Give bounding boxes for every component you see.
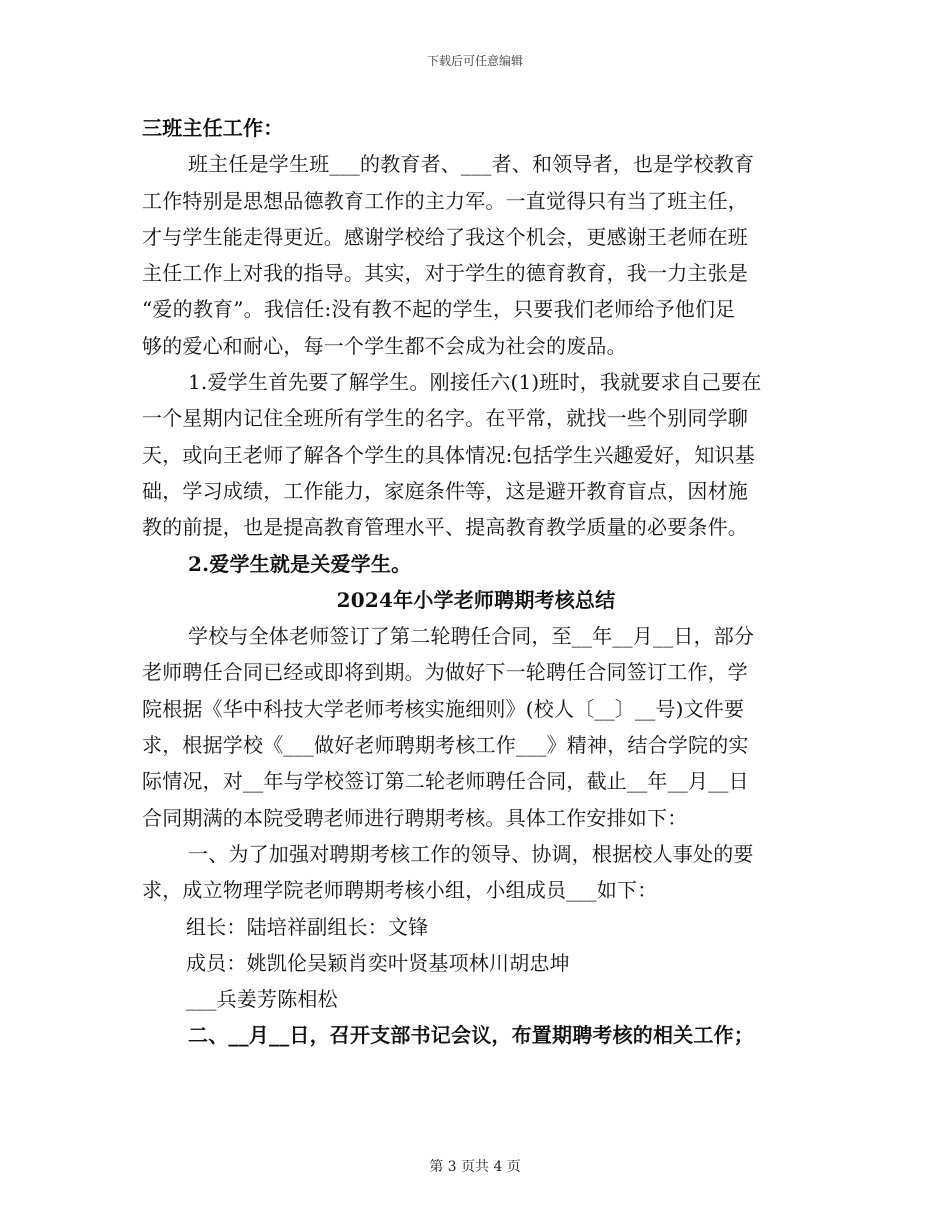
paragraph-line: 合同期满的本院受聘老师进行聘期考核。具体工作安排如下： (142, 805, 688, 830)
section-heading: 二、__月__日，召开支部书记会议，布置期聘考核的相关工作； (188, 1023, 754, 1048)
paragraph-line: 教的前提，也是提高教育管理水平、提高教育教学质量的必要条件。 (142, 515, 748, 540)
member-line: 成员：姚凯伦吴颖肖奕叶贤基项林川胡忠坤 (186, 950, 570, 975)
paragraph-line: 天，或向王老师了解各个学生的具体情况:包括学生兴趣爱好，知识基 (142, 442, 755, 467)
paragraph-line: 主任工作上对我的指导。其实，对于学生的德育教育，我一力主张是 (142, 261, 748, 286)
page-header: 下载后可任意编辑 (426, 54, 523, 68)
paragraph-line: 础，学习成绩，工作能力，家庭条件等，这是避开教育盲点，因材施 (142, 478, 748, 503)
paragraph-line: 一、为了加强对聘期考核工作的领导、协调，根据校人事处的要 (188, 841, 754, 866)
paragraph-line: 求，根据学校《___做好老师聘期考核工作___》精神，结合学院的实 (142, 733, 749, 758)
paragraph-line: 1.爱学生首先要了解学生。刚接任六(1)班时，我就要求自己要在 (188, 370, 762, 395)
paragraph-line: 班主任是学生班___的教育者、___者、和领导者，也是学校教育 (188, 152, 755, 177)
document-title: 2024年小学老师聘期考核总结 (336, 587, 616, 612)
paragraph-line: 学校与全体老师签订了第二轮聘任合同，至__年__月__日，部分 (188, 624, 755, 649)
member-line: 组长：陆培祥副组长：文锋 (186, 914, 429, 939)
page-footer: 第 3 页共 4 页 (429, 1159, 521, 1175)
paragraph-line: 求，成立物理学院老师聘期考核小组，小组成员___如下： (142, 878, 658, 903)
section-heading: 三班主任工作： (142, 116, 284, 140)
paragraph-line: 够的爱心和耐心，每一个学生都不会成为社会的废品。 (142, 333, 627, 358)
paragraph-line: 一个星期内记住全班所有学生的名字。在平常，就找一些个别同学聊 (142, 406, 748, 431)
paragraph-line: 老师聘任合同已经或即将到期。为做好下一轮聘任合同签订工作，学 (142, 660, 748, 685)
subheading: 2.爱学生就是关爱学生。 (188, 551, 412, 576)
paragraph-line: “爱的教育”。我信任:没有教不起的学生，只要我们老师给予他们足 (142, 297, 736, 322)
paragraph-line: 院根据《华中科技大学老师考核实施细则》(校人〔__〕__号)文件要 (142, 696, 745, 721)
document-body (142, 110, 810, 1054)
paragraph-line: 才与学生能走得更近。感谢学校给了我这个机会，更感谢王老师在班 (142, 224, 748, 249)
paragraph-line: 工作特别是思想品德教育工作的主力军。一直觉得只有当了班主任， (142, 188, 748, 213)
member-line: ___兵姜芳陈相松 (186, 987, 338, 1012)
paragraph-line: 际情况，对__年与学校签订第二轮老师聘任合同，截止__年__月__日 (142, 769, 749, 794)
